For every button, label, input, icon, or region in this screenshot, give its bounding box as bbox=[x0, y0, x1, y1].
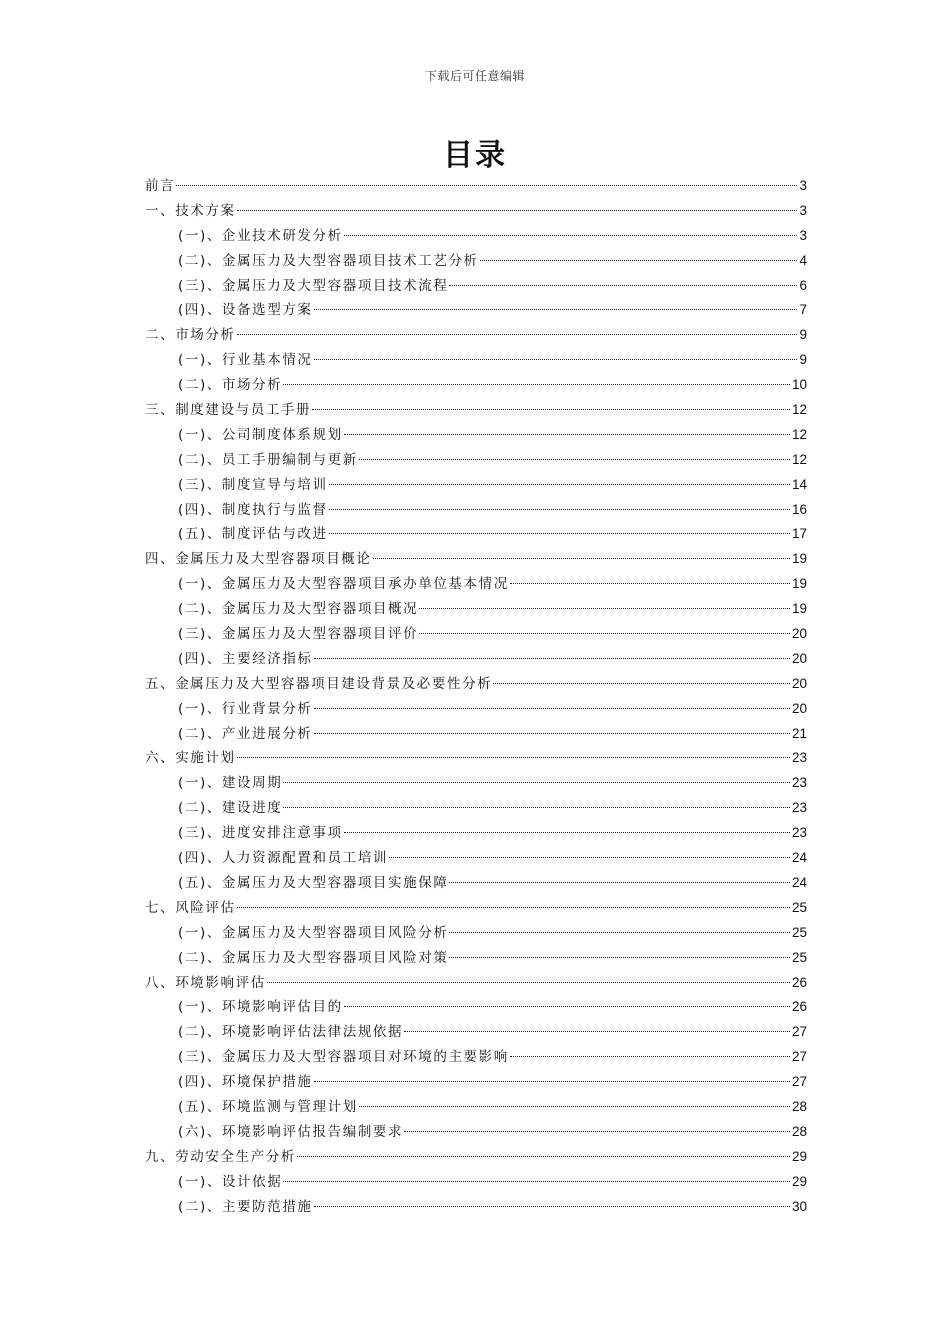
toc-page-number: 24 bbox=[791, 850, 807, 866]
toc-page-number: 29 bbox=[791, 1148, 807, 1164]
toc-entry-label: (二)、市场分析 bbox=[178, 377, 283, 394]
toc-subentry[interactable] bbox=[145, 1170, 807, 1195]
toc-page-number: 28 bbox=[791, 1098, 807, 1114]
toc-page-number: 10 bbox=[791, 377, 807, 393]
toc-page-number: 26 bbox=[791, 999, 807, 1015]
toc-subentry[interactable] bbox=[145, 348, 807, 373]
toc-subentry[interactable] bbox=[145, 1120, 807, 1145]
toc-page-number: 26 bbox=[791, 974, 807, 990]
toc-subentry[interactable] bbox=[145, 274, 807, 299]
toc-dot-leader bbox=[312, 409, 790, 410]
toc-subentry[interactable] bbox=[145, 622, 807, 647]
toc-subentry[interactable] bbox=[145, 921, 807, 946]
toc-entry-label: (一)、公司制度体系规划 bbox=[178, 426, 343, 443]
toc-dot-leader bbox=[314, 733, 790, 734]
toc-entry-label: (五)、制度评估与改进 bbox=[178, 526, 328, 543]
toc-entry-label: (二)、员工手册编制与更新 bbox=[178, 451, 358, 468]
toc-dot-leader bbox=[344, 832, 790, 833]
toc-entry[interactable] bbox=[145, 1145, 807, 1170]
toc-subentry[interactable] bbox=[145, 846, 807, 871]
toc-dot-leader bbox=[283, 384, 790, 385]
toc-entry-label: 前言 bbox=[145, 178, 176, 194]
toc-page-number: 24 bbox=[791, 874, 807, 890]
toc-page-number: 23 bbox=[791, 750, 807, 766]
toc-dot-leader bbox=[389, 857, 790, 858]
toc-entry-label: (三)、金属压力及大型容器项目技术流程 bbox=[178, 277, 449, 294]
toc-subentry[interactable] bbox=[145, 871, 807, 896]
toc-dot-leader bbox=[419, 633, 790, 634]
toc-dot-leader bbox=[493, 683, 790, 684]
toc-page-number: 28 bbox=[791, 1123, 807, 1139]
toc-page-number: 19 bbox=[791, 576, 807, 592]
toc-page-number: 27 bbox=[791, 1049, 807, 1065]
toc-page-number: 23 bbox=[791, 800, 807, 816]
toc-entry-label: 七、风险评估 bbox=[145, 899, 236, 916]
toc-subentry[interactable] bbox=[145, 423, 807, 448]
toc-subentry[interactable] bbox=[145, 995, 807, 1020]
toc-dot-leader bbox=[283, 1181, 790, 1182]
toc-entry-label: (一)、建设周期 bbox=[178, 775, 283, 792]
toc-page-number: 12 bbox=[791, 451, 807, 467]
toc-subentry[interactable] bbox=[145, 448, 807, 473]
toc-dot-leader bbox=[359, 459, 790, 460]
toc-entry-label: (一)、金属压力及大型容器项目风险分析 bbox=[178, 924, 449, 941]
toc-subentry[interactable] bbox=[145, 946, 807, 971]
toc-entry-label: (三)、制度宣导与培训 bbox=[178, 476, 328, 493]
toc-page-number: 25 bbox=[791, 899, 807, 915]
toc-entry-label: (二)、产业进展分析 bbox=[178, 725, 313, 742]
toc-entry[interactable] bbox=[145, 971, 807, 996]
toc-entry-label: (四)、主要经济指标 bbox=[178, 650, 313, 667]
toc-entry-label: (四)、环境保护措施 bbox=[178, 1074, 313, 1091]
toc-entry-label: (一)、金属压力及大型容器项目承办单位基本情况 bbox=[178, 576, 509, 593]
table-of-contents bbox=[145, 174, 807, 1219]
toc-subentry[interactable] bbox=[145, 522, 807, 547]
toc-page-number: 20 bbox=[791, 700, 807, 716]
toc-title: 目录 bbox=[443, 138, 507, 173]
toc-subentry[interactable] bbox=[145, 647, 807, 672]
toc-page-number: 16 bbox=[791, 501, 807, 517]
toc-entry[interactable] bbox=[145, 174, 807, 199]
toc-subentry[interactable] bbox=[145, 572, 807, 597]
toc-dot-leader bbox=[314, 708, 790, 709]
toc-subentry[interactable] bbox=[145, 298, 807, 323]
toc-page-number: 19 bbox=[791, 601, 807, 617]
toc-entry[interactable] bbox=[145, 746, 807, 771]
toc-page-number: 27 bbox=[791, 1024, 807, 1040]
toc-dot-leader bbox=[314, 359, 798, 360]
toc-entry[interactable] bbox=[145, 323, 807, 348]
toc-page-number: 3 bbox=[799, 178, 807, 193]
toc-dot-leader bbox=[449, 882, 790, 883]
toc-subentry[interactable] bbox=[145, 473, 807, 498]
toc-entry-label: 一、技术方案 bbox=[145, 202, 236, 219]
toc-page-number: 30 bbox=[791, 1198, 807, 1214]
toc-entry-label: (三)、进度安排注意事项 bbox=[178, 825, 343, 842]
toc-subentry[interactable] bbox=[145, 1020, 807, 1045]
toc-entry-label: 二、市场分析 bbox=[145, 327, 236, 344]
page-header-note: 下载后可任意编辑 bbox=[424, 69, 525, 83]
toc-page-number: 12 bbox=[791, 402, 807, 418]
toc-subentry[interactable] bbox=[145, 771, 807, 796]
toc-entry-label: (一)、设计依据 bbox=[178, 1173, 283, 1190]
toc-page-number: 23 bbox=[791, 775, 807, 791]
toc-entry[interactable] bbox=[145, 547, 807, 572]
toc-subentry[interactable] bbox=[145, 373, 807, 398]
toc-dot-leader bbox=[237, 210, 798, 211]
toc-page-number: 20 bbox=[791, 650, 807, 666]
toc-entry-label: (三)、金属压力及大型容器项目对环境的主要影响 bbox=[178, 1049, 509, 1066]
toc-dot-leader bbox=[314, 658, 790, 659]
toc-dot-leader bbox=[176, 185, 797, 186]
toc-page-number: 20 bbox=[791, 626, 807, 642]
toc-entry-label: (一)、行业基本情况 bbox=[178, 352, 313, 369]
toc-entry-label: (二)、金属压力及大型容器项目风险对策 bbox=[178, 949, 449, 966]
toc-page-number: 9 bbox=[799, 352, 807, 368]
toc-dot-leader bbox=[314, 1206, 790, 1207]
toc-entry-label: 九、劳动安全生产分析 bbox=[145, 1148, 296, 1165]
toc-dot-leader bbox=[283, 782, 790, 783]
toc-page-number: 7 bbox=[799, 302, 807, 318]
toc-subentry[interactable] bbox=[145, 224, 807, 249]
toc-entry-label: (二)、建设进度 bbox=[178, 800, 283, 817]
toc-dot-leader bbox=[314, 1081, 790, 1082]
toc-entry-label: (二)、金属压力及大型容器项目技术工艺分析 bbox=[178, 252, 479, 269]
toc-subentry[interactable] bbox=[145, 1095, 807, 1120]
toc-page-number: 19 bbox=[791, 551, 807, 567]
toc-subentry[interactable] bbox=[145, 249, 807, 274]
toc-subentry[interactable] bbox=[145, 1070, 807, 1095]
toc-page-number: 12 bbox=[791, 426, 807, 442]
toc-dot-leader bbox=[237, 757, 790, 758]
toc-subentry[interactable] bbox=[145, 597, 807, 622]
toc-subentry[interactable] bbox=[145, 697, 807, 722]
toc-entry[interactable] bbox=[145, 199, 807, 224]
toc-page-number: 17 bbox=[791, 526, 807, 542]
toc-dot-leader bbox=[404, 1131, 790, 1132]
toc-page-number: 3 bbox=[799, 202, 807, 218]
toc-subentry[interactable] bbox=[145, 821, 807, 846]
toc-entry-label: (二)、环境影响评估法律法规依据 bbox=[178, 1024, 404, 1041]
toc-entry-label: (一)、环境影响评估目的 bbox=[178, 999, 343, 1016]
toc-entry-label: (六)、环境影响评估报告编制要求 bbox=[178, 1123, 404, 1140]
toc-entry-label: 八、环境影响评估 bbox=[145, 974, 266, 991]
toc-page-number: 9 bbox=[799, 327, 807, 343]
toc-dot-leader bbox=[344, 434, 790, 435]
toc-dot-leader bbox=[373, 558, 790, 559]
toc-page-number: 3 bbox=[799, 227, 807, 243]
toc-dot-leader bbox=[449, 957, 790, 958]
toc-dot-leader bbox=[449, 285, 797, 286]
toc-entry-label: 四、金属压力及大型容器项目概论 bbox=[145, 551, 372, 568]
toc-page-number: 25 bbox=[791, 924, 807, 940]
toc-page-number: 14 bbox=[791, 476, 807, 492]
toc-subentry[interactable] bbox=[145, 1195, 807, 1220]
toc-dot-leader bbox=[314, 309, 798, 310]
toc-dot-leader bbox=[267, 982, 790, 983]
toc-dot-leader bbox=[449, 932, 790, 933]
toc-dot-leader bbox=[404, 1031, 790, 1032]
toc-dot-leader bbox=[359, 1106, 790, 1107]
toc-page-number: 20 bbox=[791, 675, 807, 691]
toc-entry-label: (五)、金属压力及大型容器项目实施保障 bbox=[178, 874, 449, 891]
toc-dot-leader bbox=[329, 533, 790, 534]
toc-dot-leader bbox=[344, 235, 798, 236]
toc-dot-leader bbox=[237, 907, 790, 908]
toc-page-number: 6 bbox=[799, 277, 807, 293]
toc-entry-label: (三)、金属压力及大型容器项目评价 bbox=[178, 626, 419, 643]
toc-entry-label: (四)、人力资源配置和员工培训 bbox=[178, 850, 389, 867]
toc-dot-leader bbox=[419, 608, 790, 609]
toc-dot-leader bbox=[510, 1056, 790, 1057]
toc-entry-label: (一)、企业技术研发分析 bbox=[178, 227, 343, 244]
toc-entry-label: 三、制度建设与员工手册 bbox=[145, 402, 312, 419]
toc-page-number: 23 bbox=[791, 825, 807, 841]
toc-entry-label: (四)、设备选型方案 bbox=[178, 302, 313, 319]
toc-subentry[interactable] bbox=[145, 1045, 807, 1070]
toc-dot-leader bbox=[510, 583, 790, 584]
toc-subentry[interactable] bbox=[145, 722, 807, 747]
toc-page-number: 4 bbox=[799, 252, 807, 268]
toc-dot-leader bbox=[297, 1156, 790, 1157]
toc-entry-label: (四)、制度执行与监督 bbox=[178, 501, 328, 518]
toc-dot-leader bbox=[344, 1006, 790, 1007]
toc-entry[interactable] bbox=[145, 398, 807, 423]
toc-dot-leader bbox=[480, 260, 798, 261]
toc-entry[interactable] bbox=[145, 896, 807, 921]
toc-entry-label: 五、金属压力及大型容器项目建设背景及必要性分析 bbox=[145, 675, 493, 692]
toc-entry-label: (五)、环境监测与管理计划 bbox=[178, 1098, 358, 1115]
toc-entry-label: (一)、行业背景分析 bbox=[178, 700, 313, 717]
toc-subentry[interactable] bbox=[145, 796, 807, 821]
toc-dot-leader bbox=[237, 334, 798, 335]
toc-entry-label: 六、实施计划 bbox=[145, 750, 236, 767]
toc-entry-label: (二)、主要防范措施 bbox=[178, 1198, 313, 1215]
toc-subentry[interactable] bbox=[145, 498, 807, 523]
toc-dot-leader bbox=[329, 509, 790, 510]
toc-dot-leader bbox=[329, 484, 790, 485]
toc-entry-label: (二)、金属压力及大型容器项目概况 bbox=[178, 601, 419, 618]
toc-page-number: 25 bbox=[791, 949, 807, 965]
toc-page-number: 21 bbox=[791, 725, 807, 741]
toc-entry[interactable] bbox=[145, 672, 807, 697]
toc-page-number: 29 bbox=[791, 1173, 807, 1189]
toc-page-number: 27 bbox=[791, 1074, 807, 1090]
toc-dot-leader bbox=[283, 807, 790, 808]
